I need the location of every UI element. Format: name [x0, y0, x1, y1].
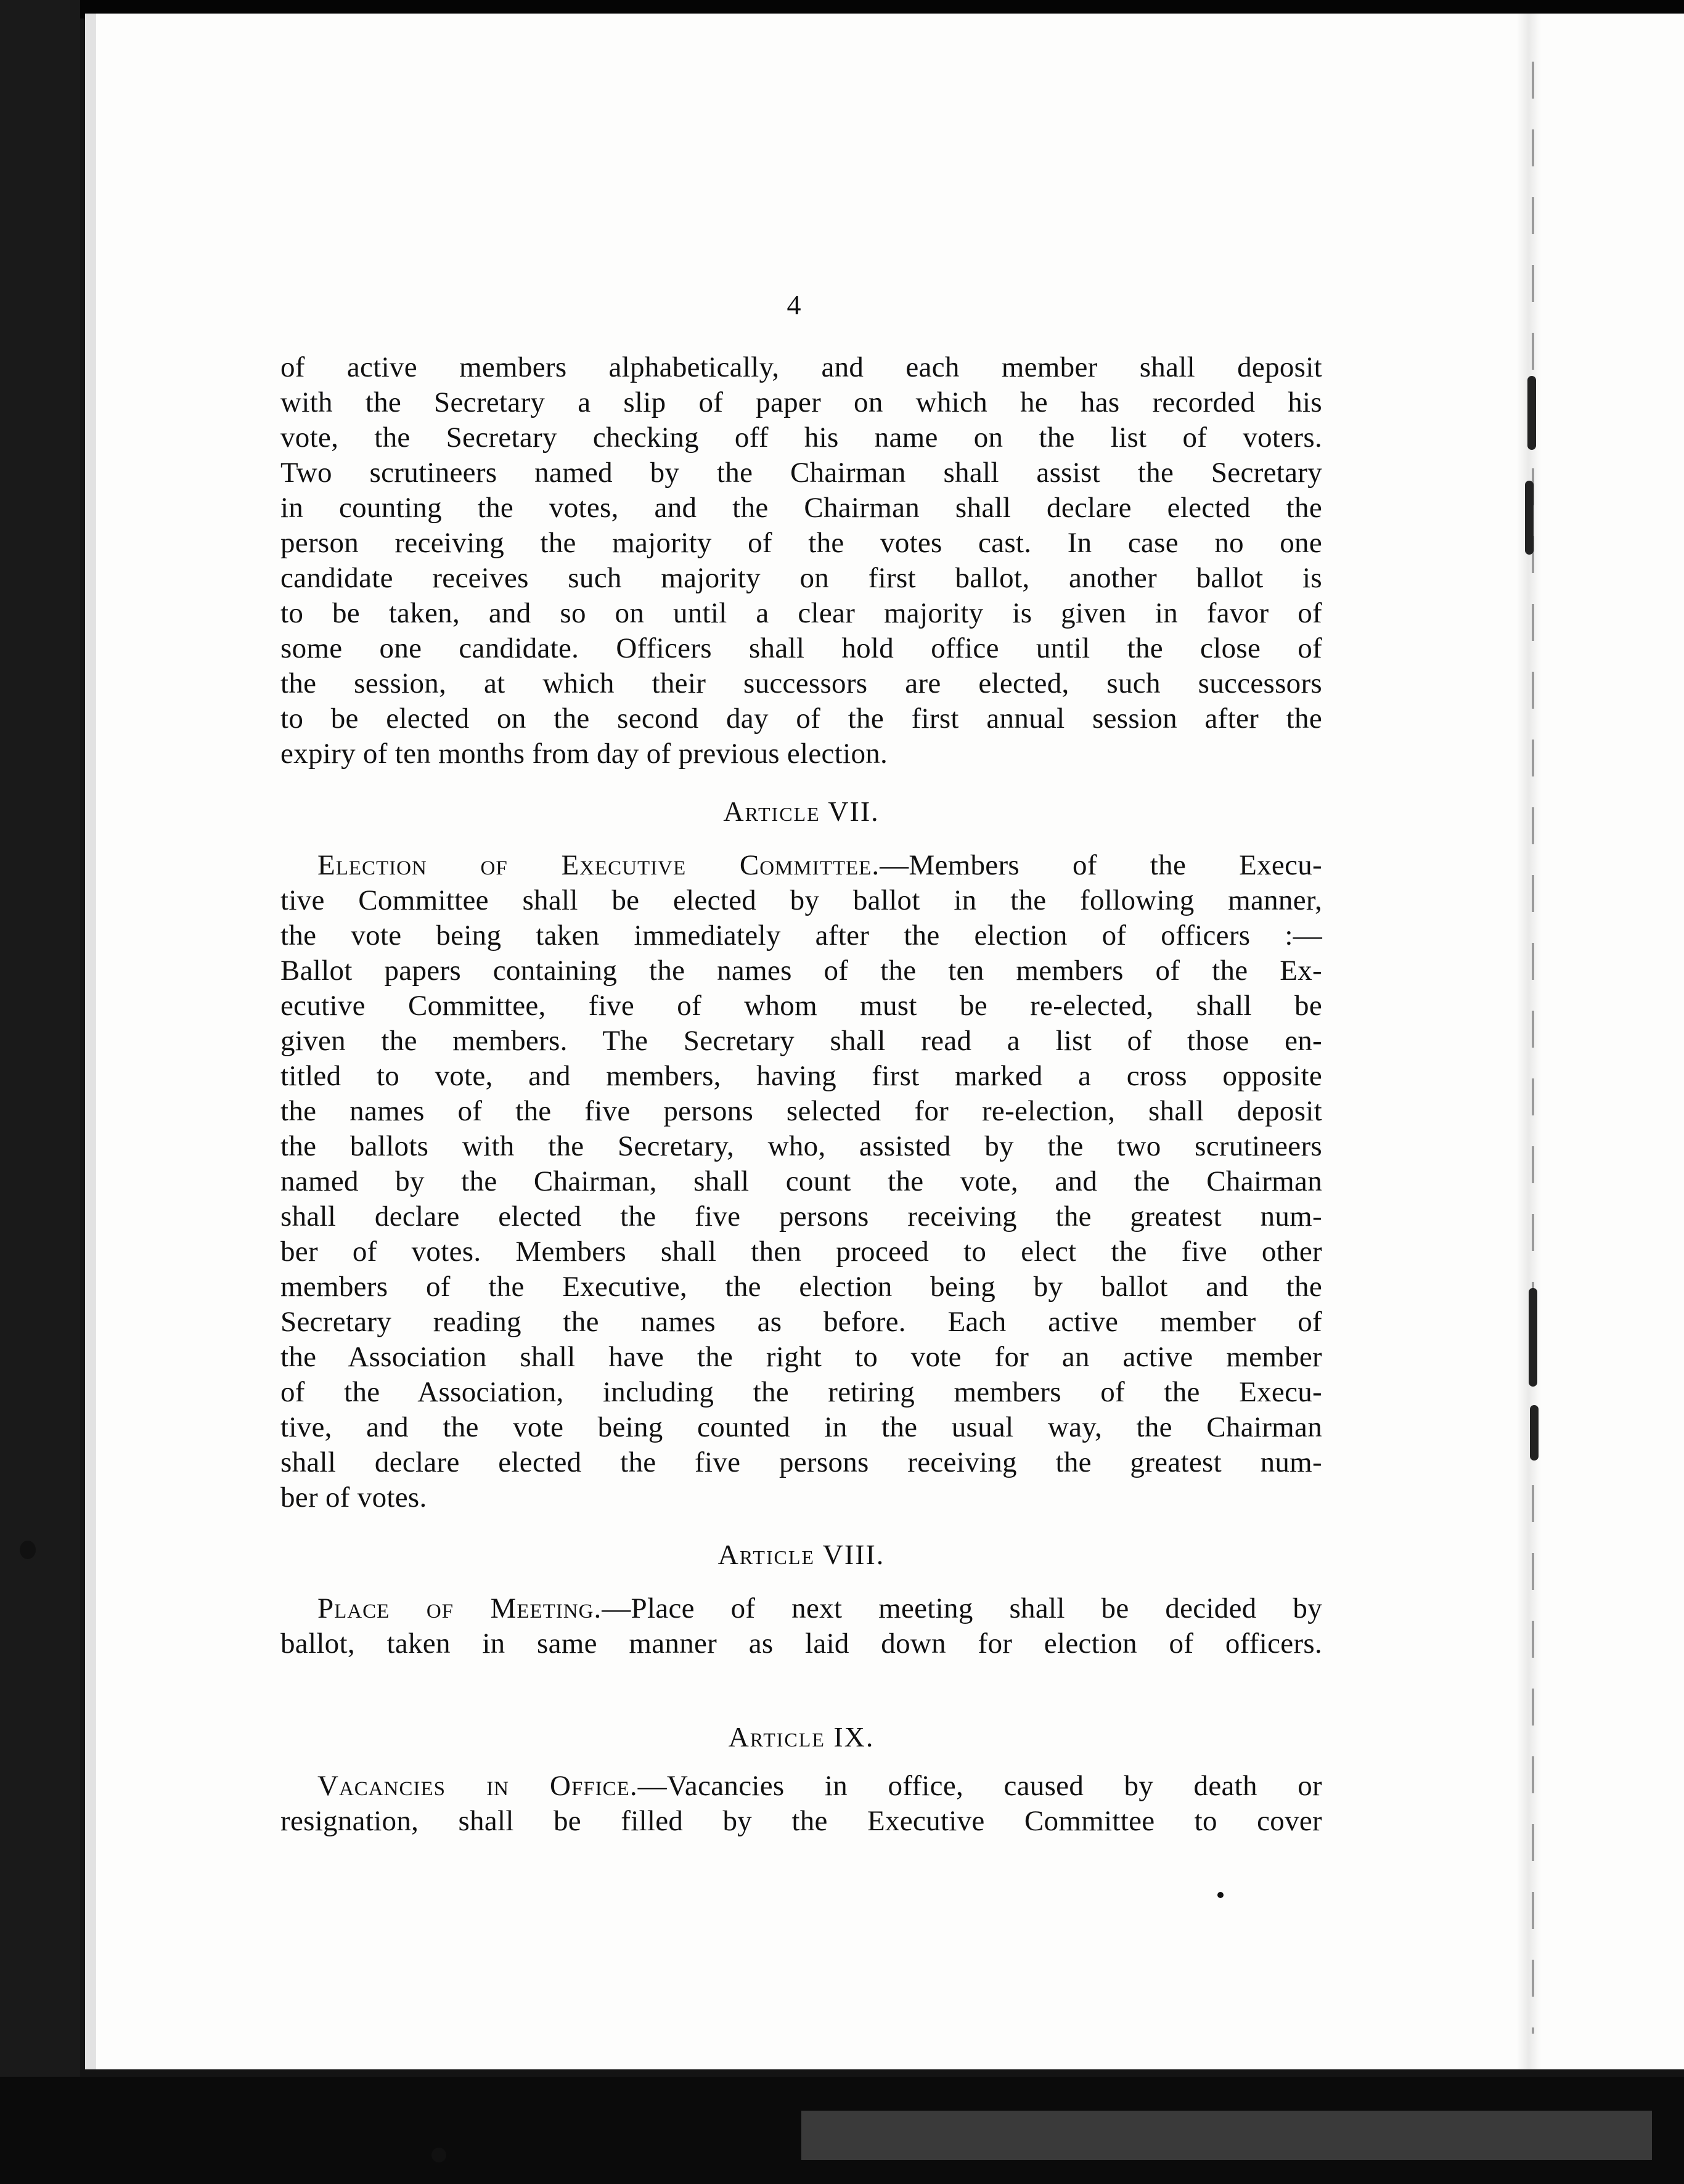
paragraph-continuation: [280, 350, 1322, 772]
text-line: titled to vote, and members, having first marked a cross opposite: [280, 1060, 1322, 1092]
page-edge: [85, 14, 96, 2069]
binding-stitch-mark: [1527, 376, 1536, 450]
text-line: of the Association, including the retiring members of the Execu-: [280, 1376, 1322, 1408]
text-line: ecutive Committee, five of whom must be re-elected, shall be: [280, 990, 1322, 1022]
text-line: ballot, taken in same manner as laid down for election of officers.: [280, 1628, 1322, 1660]
binding-stitch-mark: [1530, 1405, 1539, 1461]
binding-stitch-mark: [1529, 1288, 1537, 1387]
article-8-heading: Article VIII.: [717, 1539, 885, 1570]
text-line: shall declare elected the five persons receiving the greatest num-: [280, 1446, 1322, 1478]
text-line: the session, at which their successors are elected, such successors: [280, 667, 1322, 699]
binding-shadow: [1516, 14, 1541, 2069]
text-line: to be elected on the second day of the first annual session after the: [280, 703, 1322, 735]
article-7-heading: Article VII.: [723, 796, 880, 827]
text-line: ber of votes.: [280, 1481, 427, 1514]
text-line: [280, 1769, 1322, 1804]
text-line: the ballots with the Secretary, who, assisted by the two scrutineers: [280, 1130, 1322, 1162]
scan-speck: [20, 1541, 36, 1559]
page-number: 4: [787, 289, 801, 320]
scan-border-left: [0, 0, 80, 2184]
text-line: of active members alphabetically, and each member shall deposit: [280, 351, 1322, 383]
binding-stitch-mark: [1525, 481, 1534, 555]
text-line: the Association shall have the right to vote for an active member: [280, 1341, 1322, 1373]
scan-speck: [1217, 1892, 1224, 1898]
text-line: to be taken, and so on until a clear majority is given in favor of: [280, 597, 1322, 629]
text-line: with the Secretary a slip of paper on which he has recorded his: [280, 386, 1322, 418]
article-8-first-line: —Place of next meeting shall be decided by: [602, 1592, 1322, 1624]
text-line: ber of votes. Members shall then proceed to elect the five other: [280, 1236, 1322, 1268]
text-line: the names of the five persons selected for re-election, shall deposit: [280, 1095, 1322, 1127]
text-line: given the members. The Secretary shall read a list of those en-: [280, 1025, 1322, 1057]
text-line: person receiving the majority of the votes cast. In case no one: [280, 527, 1322, 559]
text-line: tive, and the vote being counted in the usual way, the Chairman: [280, 1411, 1322, 1443]
article-9-title: Vacancies in Office.: [317, 1770, 638, 1802]
scan-border-band: [801, 2111, 1652, 2160]
text-line: tive Committee shall be elected by ballot in the following manner,: [280, 884, 1322, 916]
text-line: resignation, shall be filled by the Executive Committee to cover: [280, 1805, 1322, 1837]
text-line: the vote being taken immediately after the election of officers :—: [280, 919, 1322, 951]
article-9-first-line: —Vacancies in office, caused by death or: [637, 1770, 1322, 1802]
text-line: named by the Chairman, shall count the vote, and the Chairman: [280, 1165, 1322, 1197]
article-9-body: [280, 1769, 1322, 1839]
text-line: in counting the votes, and the Chairman shall declare elected the: [280, 492, 1322, 524]
article-9-heading: Article IX.: [728, 1721, 875, 1753]
article-7-title: Election of Executive Committee.: [317, 849, 880, 881]
text-line: Ballot papers containing the names of the ten members of the Ex-: [280, 955, 1322, 987]
text-line: vote, the Secretary checking off his name on the list of voters.: [280, 422, 1322, 454]
binding-stitch-line: [1532, 62, 1534, 2034]
article-8-body: [280, 1591, 1322, 1661]
text-line: some one candidate. Officers shall hold office until the close of: [280, 632, 1322, 664]
text-line: shall declare elected the five persons receiving the greatest num-: [280, 1200, 1322, 1233]
text-line: members of the Executive, the election being by ballot and the: [280, 1271, 1322, 1303]
text-line: candidate receives such majority on first ballot, another ballot is: [280, 562, 1322, 594]
text-line: expiry of ten months from day of previous election.: [280, 738, 888, 770]
text-line: [280, 848, 1322, 883]
text-line: Secretary reading the names as before. Each active member of: [280, 1306, 1322, 1338]
text-line: [280, 1591, 1322, 1626]
article-7-body: [280, 848, 1322, 1515]
scan-speck: [431, 2148, 446, 2162]
text-line: Two scrutineers named by the Chairman shall assist the Secretary: [280, 457, 1322, 489]
article-8-title: Place of Meeting.: [317, 1592, 602, 1624]
article-7-first-line: —Members of the Execu-: [880, 849, 1322, 881]
